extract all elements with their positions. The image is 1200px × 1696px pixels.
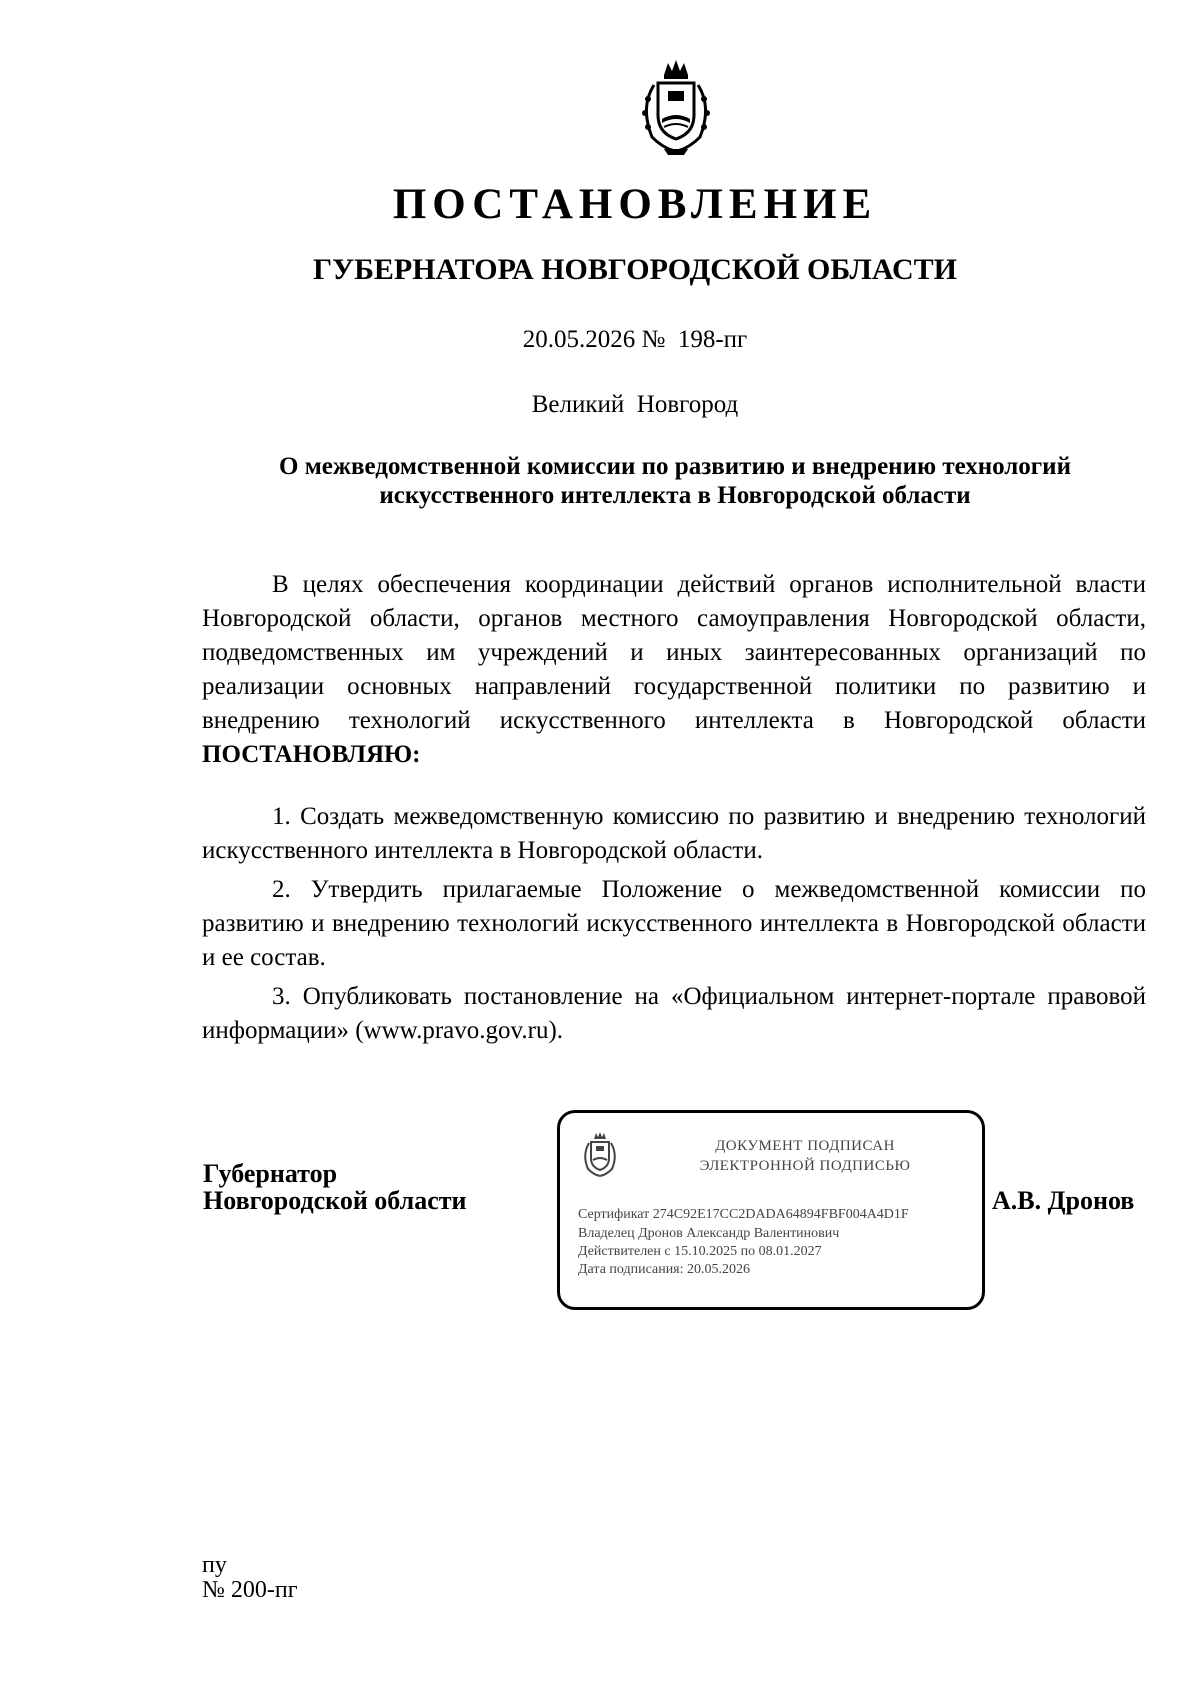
document-heading (220, 452, 1130, 510)
stamp-coat-of-arms-icon (580, 1131, 620, 1179)
stamp-signed-date: Дата подписания: 20.05.2026 (578, 1262, 751, 1277)
clause-2: 2. Утвердить прилагаемые Положение о межведомственной комиссии по развитию и внедрению технологий искусственного интеллекта в Новгородской области и ее состав. (202, 876, 1146, 971)
decree-word: ПОСТАНОВЛЯЮ: (202, 741, 421, 768)
stamp-title-line-2: ЭЛЕКТРОННОЙ ПОДПИСЬЮ (699, 1158, 911, 1174)
clause-1: 1. Создать межведомственную комиссию по развитию и внедрению технологий искусственного интеллекта в Новгородской области. (202, 803, 1146, 864)
document-number: 198-пг (677, 326, 748, 353)
intro-paragraph (202, 568, 1146, 772)
number-sign: № (641, 326, 666, 353)
stamp-validity: Действителен с 15.10.2025 по 08.01.2027 (578, 1244, 822, 1259)
document-date: 20.05.2026 (522, 326, 636, 353)
date-number-line (0, 325, 1200, 355)
heading-line-2: искусственного интеллекта в Новгородской области (379, 482, 971, 509)
footer-mark: пу (202, 1552, 227, 1578)
footer-number: № 200-пг (202, 1577, 298, 1603)
stamp-owner: Владелец Дронов Александр Валентинович (578, 1226, 840, 1241)
stamp-title-line-1: ДОКУМЕНТ ПОДПИСАН (715, 1138, 895, 1154)
issuer-title: ГУБЕРНАТОРА НОВГОРОДСКОЙ ОБЛАСТИ (312, 253, 958, 286)
signer-position-line-1: Губернатор (203, 1159, 338, 1188)
coat-of-arms-icon (634, 57, 718, 157)
electronic-signature-stamp (557, 1110, 985, 1310)
document-title: ПОСТАНОВЛЕНИЕ (392, 181, 878, 228)
signer-name: А.В. Дронов (992, 1186, 1135, 1215)
city: Великий Новгород (531, 391, 739, 418)
intro-text: В целях обеспечения координации действий органов исполнительной власти Новгородской области, органов местного самоуправления Новгородской области, подведомственных им учреждений и иных заинтересованных организаций по реализации основных направлений государственной политики по развитию и внедрению технологий искусственного интеллекта в Новгородской области (202, 571, 1146, 734)
signer-position-line-2: Новгородской области (203, 1186, 467, 1215)
clause-3: 3. Опубликовать постановление на «Официальном интернет-портале правовой информации» (www.pravo.gov.ru). (202, 983, 1146, 1044)
heading-line-1: О межведомственной комиссии по развитию и внедрению технологий (279, 453, 1071, 480)
stamp-certificate: Сертификат 274C92E17CC2DADA64894FBF004A4D1F (578, 1207, 909, 1222)
